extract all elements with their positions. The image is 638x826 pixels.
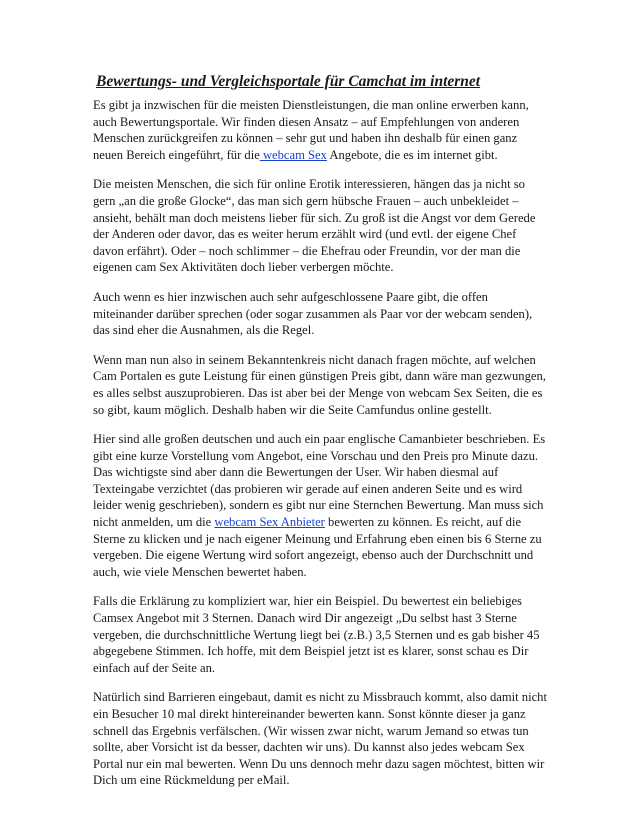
paragraph-couples: Auch wenn es hier inzwischen auch sehr aufgeschlossene Paare gibt, die offen miteinander darüber sprechen (oder sogar zusammen als Paar vor der webcam senden), das sind eher die Ausnahmen, als die Regel. xyxy=(93,289,533,338)
webcam-sex-link[interactable]: webcam Sex xyxy=(259,147,327,162)
paragraph-camfundus: Wenn man nun also in seinem Bekanntenkreis nicht danach fragen möchte, auf welchen Cam Portalen es gute Leistung für einen günstigen Preis gibt, dann wäre man gezwungen, es alles selbst auszuprobieren. Das ist aber bei der Menge von webcam Sex Seiten, die es so gibt, kaum möglich. Deshalb haben wir die Seite Camfundus online gestellt. xyxy=(93,352,546,417)
paragraph-barriers: Natürlich sind Barrieren eingebaut, damit es nicht zu Missbrauch kommt, also damit nicht ein Besucher 10 mal direkt hintereinander bewerten kann. Sonst könnte dieser ja ganz schnell das Ergebnis verfälschen. (Wir wissen zwar nicht, warum Jemand so etwas tun sollte, aber Vorsicht ist da besser, dachten wir uns). Du kannst also jedes webcam Sex Portal nur ein mal bewerten. Wenn Du uns dennoch mehr dazu sagen möchtest, bitten wir Dich um eine Rückmeldung per eMail. xyxy=(93,690,547,788)
paragraph-intro-text: Es gibt ja inzwischen für die meisten Dienstleistungen, die man online erwerben kann, auch Bewertungsportale. Wir finden diesen Ansatz – auf Empfehlungen von anderen Menschen zurückgreifen zu können – sehr gut und haben ihn deshalb für einen ganz neuen Bereich eingeführt, für die xyxy=(93,98,529,162)
document-page xyxy=(93,72,549,802)
document-title: Bewertungs- und Vergleichsportale für Camchat im internet xyxy=(96,73,481,90)
paragraph-ratings-text: Hier sind alle großen deutschen und auch ein paar englische Camanbieter beschrieben. Es gibt eine kurze Vorstellung vom Angebot, eine Vorschau und den Preis pro Minute dazu. Das wichtigste sind aber dann die Bewertungen der User. Wir haben diesmal auf Texteingabe verzichtet (das probieren wir gerade auf einen anderen Seite und es wird leider wenig geschrieben), sondern es gibt nur eine Sternchen Bewertung. Man muss sich nicht anmelden, um die xyxy=(93,432,546,530)
paragraph-intro-text-end: Angebote, die es im internet gibt. xyxy=(326,147,498,162)
paragraph-ratings-text-end: bewerten zu können. Es reicht, auf die Sterne zu klicken und je nach eigener Meinung und Erfahrung eben einen bis 6 Sterne zu vergeben. Die eigene Wertung wird sofort angezeigt, ebenso auch der Durchschnitt und auch, wie viele Menschen bewertet haben. xyxy=(93,515,542,579)
paragraph-privacy: Die meisten Menschen, die sich für online Erotik interessieren, hängen das ja nicht so gern „an die große Glocke“, das man sich gern hübsche Frauen – auch unbekleidet – ansieht, behält man doch meistens lieber für sich. Zu groß ist die Angst vor dem Gerede der Anderen oder davor, das es weiter herum erzählt wird (und evtl. der eigene Chef davon erfährt). Oder – noch schlimmer – die Ehefrau oder Freundin, vor der man die eigenen cam Sex Aktivitäten doch lieber verbergen möchte. xyxy=(93,177,536,275)
paragraph-example: Falls die Erklärung zu kompliziert war, hier ein Beispiel. Du bewertest ein beliebiges Camsex Angebot mit 3 Sternen. Danach wird Dir angezeigt „Du selbst hast 3 Sterne vergeben, die durchschnittliche Wertung liegt bei (z.B.) 3,5 Sternen und es gab bisher 45 abgegebene Stimmen. Ich hoffe, mit dem Beispiel jetzt ist es klarer, sonst schau es Dir einfach auf der Seite an. xyxy=(93,594,540,675)
paragraph-intro xyxy=(93,97,549,163)
webcam-sex-anbieter-link[interactable]: webcam Sex Anbieter xyxy=(214,515,325,530)
paragraph-ratings xyxy=(93,431,549,580)
